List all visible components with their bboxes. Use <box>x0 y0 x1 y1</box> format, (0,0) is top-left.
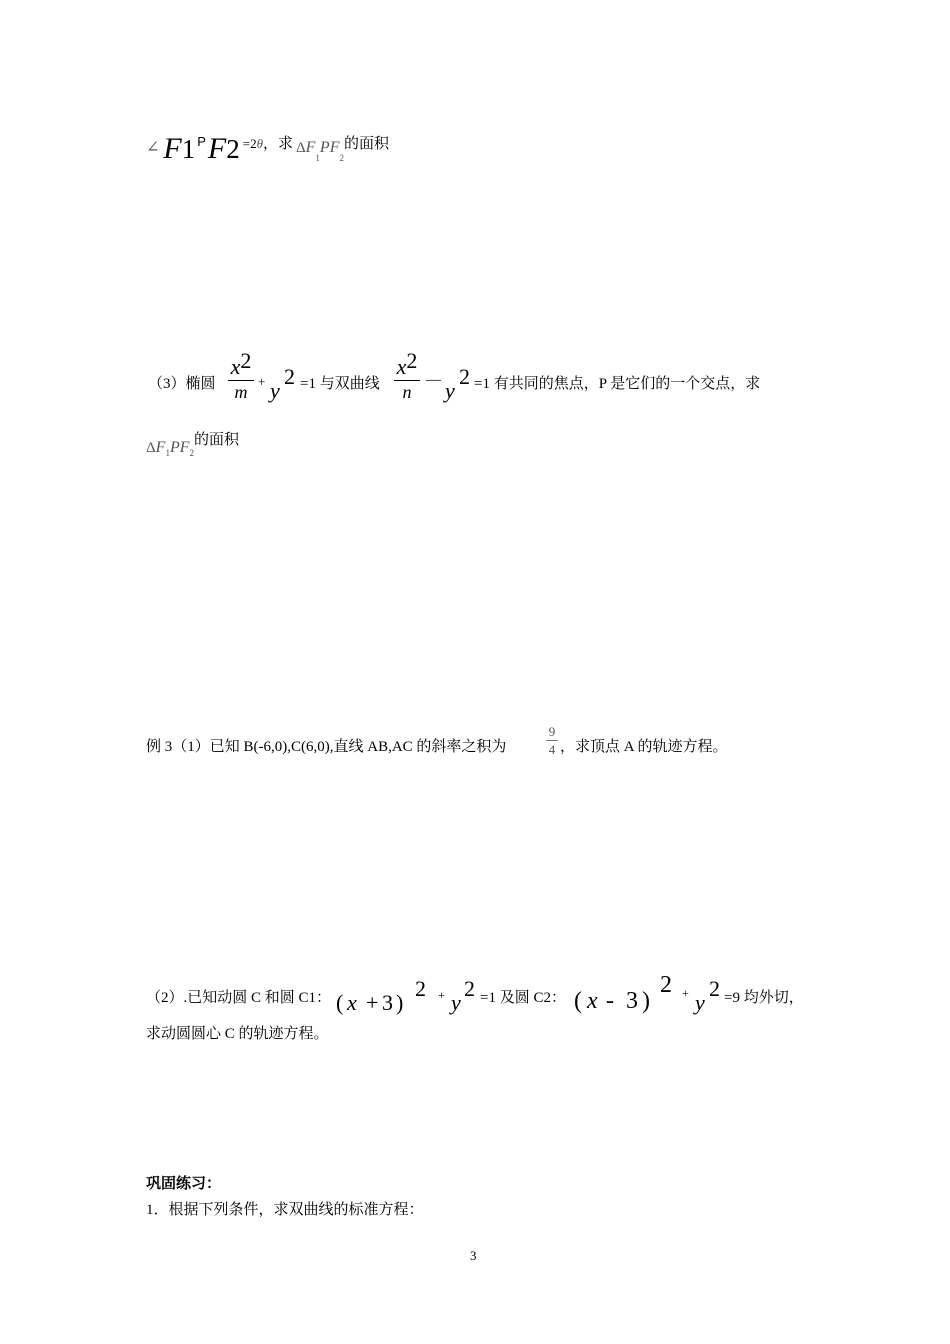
angle-symbol: ∠ <box>146 139 160 156</box>
ex3b-line2: 求动圆圆心 C 的轨迹方程。 <box>146 1026 329 1042</box>
p3-eq2: =1 有共同的焦点，P 是它们的一个交点，求 <box>474 376 761 392</box>
p3-prefix: （3）椭圆 <box>148 376 216 392</box>
ex3b-y2: y <box>695 990 705 1015</box>
theta: θ <box>256 136 263 151</box>
tri-f1: F <box>305 139 316 156</box>
ex3-text2: ，求顶点 A 的轨迹方程。 <box>560 739 728 755</box>
c1-x: x <box>347 990 357 1015</box>
p3-frac2-num: x <box>396 354 407 379</box>
p3-frac2-den: n <box>402 382 412 402</box>
c2-open: ( <box>574 988 582 1014</box>
tri-delta: Δ <box>295 140 306 156</box>
p3-eq1: =1 与双曲线 <box>300 376 380 392</box>
f2-sub: 2 <box>226 134 240 164</box>
p3-fraction-1 <box>228 348 254 402</box>
p3-y1: y <box>270 378 280 403</box>
page-number-text: 3 <box>470 1248 477 1263</box>
tri-f2-sub: 2 <box>339 153 344 163</box>
p3-y2-exp: 2 <box>459 364 470 389</box>
p3-tri-pf: PF <box>169 439 190 456</box>
c1-n: 3 <box>382 990 393 1015</box>
page-number <box>470 1248 477 1264</box>
ex3b-y2-exp: 2 <box>709 976 720 1001</box>
c2-x: x <box>587 988 598 1014</box>
practice-item-1 <box>146 1198 424 1219</box>
c1-close: ) <box>396 990 404 1015</box>
ex3b-prefix: （2）.已知动圆 C 和圆 C1： <box>146 990 332 1006</box>
c1-op: + <box>366 990 379 1015</box>
ex3b-eq1: =1 及圆 C2： <box>480 990 566 1006</box>
practice-item-1-text: 1．根据下列条件，求双曲线的标准方程： <box>146 1202 424 1218</box>
p3-tri-f2-sub: 2 <box>189 448 194 458</box>
f2-letter: F <box>207 132 227 165</box>
p3-minus: — <box>426 372 441 388</box>
ex3b-plus2: + <box>682 986 689 1000</box>
p3-tri-delta: Δ <box>146 440 156 456</box>
p3-frac1-exp: 2 <box>240 348 252 373</box>
ex3-fraction <box>546 725 558 756</box>
c1-open: ( <box>336 990 344 1015</box>
ex3b-eq2: =9 均外切， <box>724 990 804 1006</box>
practice-heading-text: 巩固练习： <box>146 1176 222 1192</box>
p-letter: P <box>197 134 206 149</box>
angle-condition-line <box>146 132 389 166</box>
p3-y1-exp: 2 <box>284 364 295 389</box>
f1-sub: 1 <box>181 134 196 164</box>
ex3-frac-num: 9 <box>548 724 556 739</box>
p3-plus: + <box>258 374 266 389</box>
p3-frac2-exp: 2 <box>406 348 418 373</box>
problem-3-line-2 <box>146 428 239 458</box>
p3-frac1-den: m <box>234 382 248 402</box>
c2-exp: 2 <box>660 972 672 998</box>
c2-op: - <box>606 988 614 1014</box>
ex3b-y1: y <box>451 990 461 1015</box>
ex3b-plus1: + <box>438 988 445 1002</box>
example-3b-line-2 <box>146 1022 329 1043</box>
p3-y2: y <box>445 378 455 403</box>
tri-pf: PF <box>319 139 340 156</box>
practice-heading <box>146 1172 221 1193</box>
ex3-frac-den: 4 <box>548 742 556 757</box>
line1-tail: 的面积 <box>343 136 389 152</box>
line1-text: ，求 <box>262 136 293 152</box>
ex3-text1: 例 3（1）已知 B(-6,0),C(6,0),直线 AB,AC 的斜率之积为 <box>146 739 507 755</box>
c2-n: 3 <box>626 988 638 1014</box>
p3-frac1-num: x <box>230 354 241 379</box>
tri-f1-sub: 1 <box>315 153 320 163</box>
ex3b-y1-exp: 2 <box>464 976 475 1001</box>
p3-tri-f1: F <box>155 439 166 456</box>
p3-fraction-2 <box>394 348 420 402</box>
f1-letter: F <box>163 132 182 165</box>
c1-exp: 2 <box>415 976 426 1001</box>
c2-close: ) <box>642 988 650 1014</box>
p3-tail: 的面积 <box>193 432 239 448</box>
eq-2: =2 <box>242 136 257 151</box>
p3-tri-f1-sub: 1 <box>165 448 170 458</box>
